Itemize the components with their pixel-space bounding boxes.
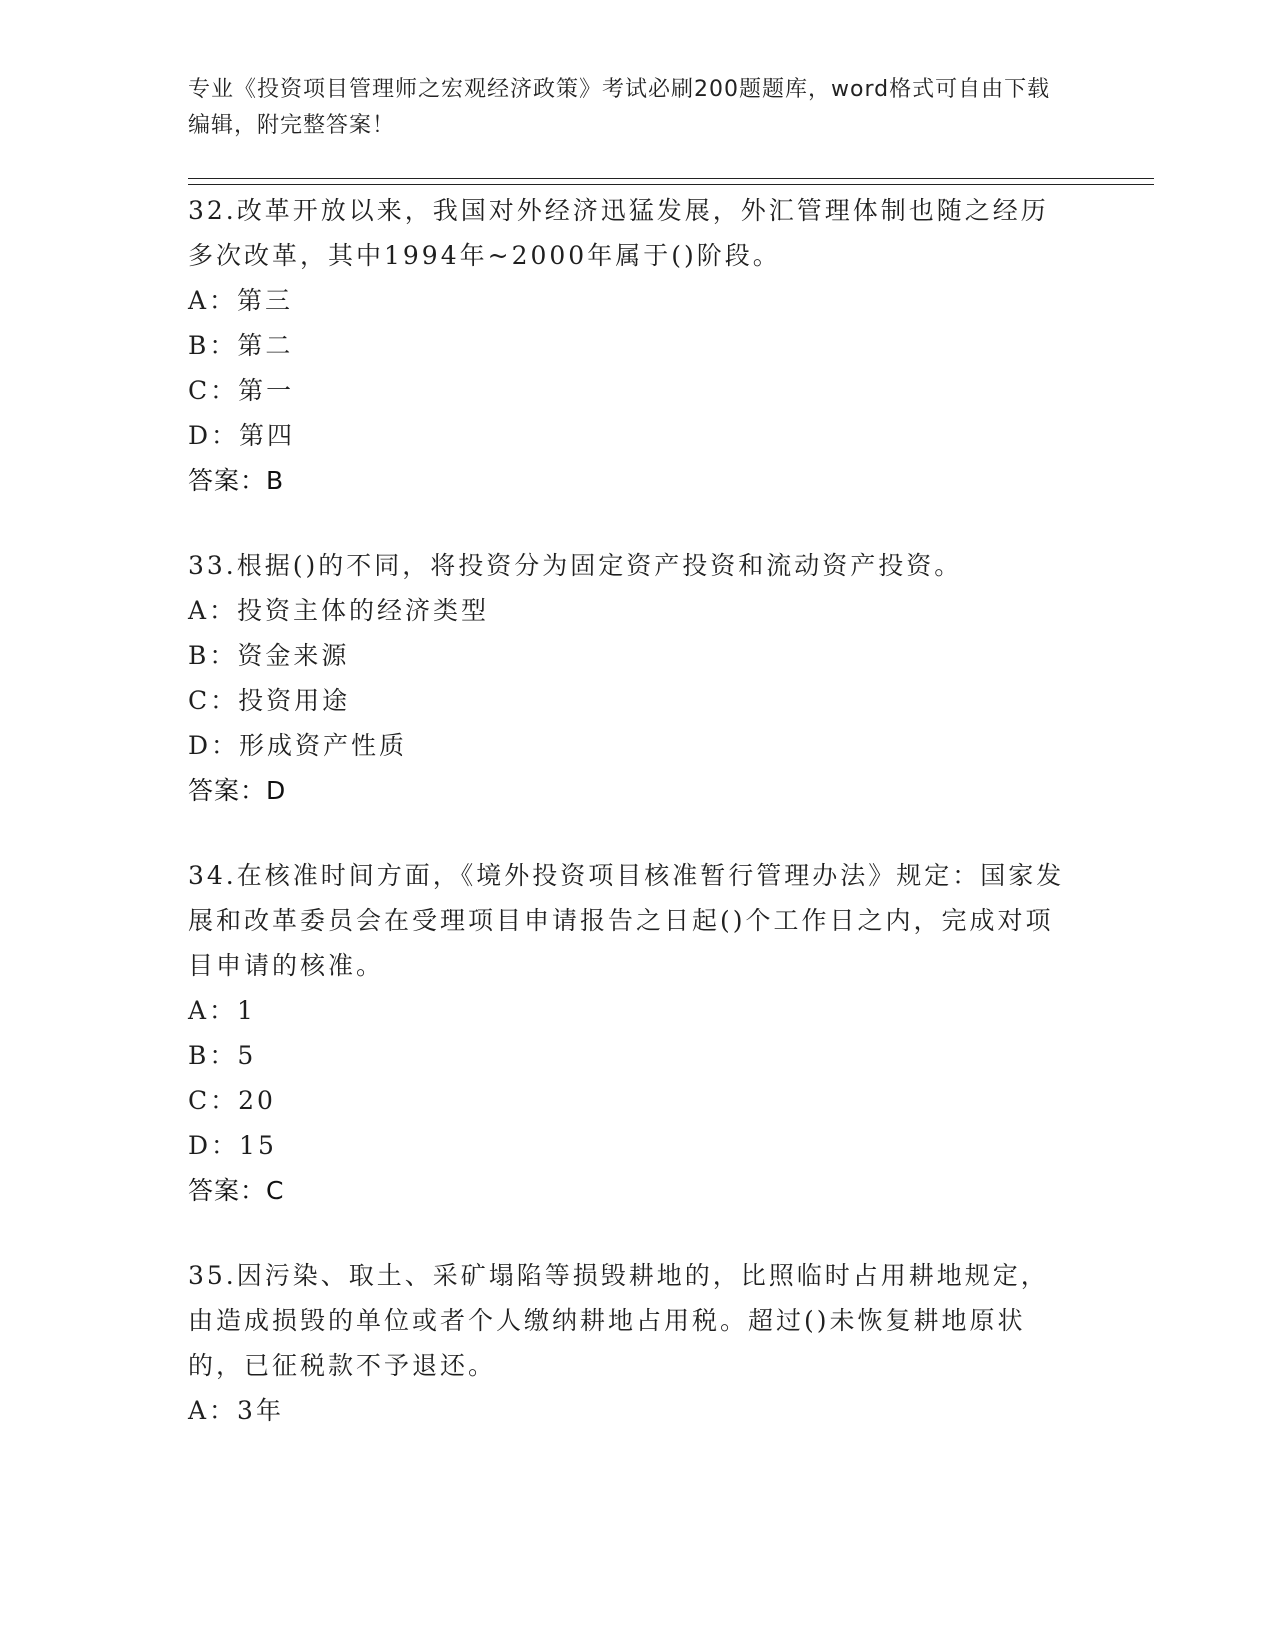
option-c: C：20 [188,1086,276,1115]
question-34 [188,853,1088,1213]
option-a: A：投资主体的经济类型 [188,596,490,625]
header-divider-bottom [188,184,1154,185]
answer-line: 答案：B [188,466,285,495]
option-d: D：形成资产性质 [188,731,408,760]
question-33 [188,543,1088,813]
question-stem: 34.在核准时间方面，《境外投资项目核准暂行管理办法》规定：国家发展和改革委员会在受理项目申请报告之日起()个工作日之内，完成对项目申请的核准。 [188,861,1065,980]
header-divider-top [188,178,1154,179]
option-a: A：1 [188,996,256,1025]
option-b: B：5 [188,1041,257,1070]
option-d: D：15 [188,1131,277,1160]
question-stem: 32.改革开放以来，我国对外经济迅猛发展，外汇管理体制也随之经历多次改革，其中1994年~2000年属于()阶段。 [188,196,1049,270]
answer-line: 答案：C [188,1176,285,1205]
option-c: C：第一 [188,376,295,405]
answer-line: 答案：D [188,776,287,805]
option-a: A：3年 [188,1396,284,1425]
document-header: 专业《投资项目管理师之宏观经济政策》考试必刷200题题库，word格式可自由下载编辑，附完整答案！ [188,77,1051,138]
question-stem: 35.因污染、取土、采矿塌陷等损毁耕地的，比照临时占用耕地规定，由造成损毁的单位或者个人缴纳耕地占用税。超过()未恢复耕地原状的，已征税款不予退还。 [188,1261,1049,1380]
question-list [188,188,1088,1473]
option-d: D：第四 [188,421,296,450]
question-32 [188,188,1088,503]
option-a: A：第三 [188,286,294,315]
question-35 [188,1253,1088,1433]
option-b: B：资金来源 [188,641,350,670]
option-c: C：投资用途 [188,686,351,715]
option-b: B：第二 [188,331,294,360]
question-stem: 33.根据()的不同，将投资分为固定资产投资和流动资产投资。 [188,551,963,580]
